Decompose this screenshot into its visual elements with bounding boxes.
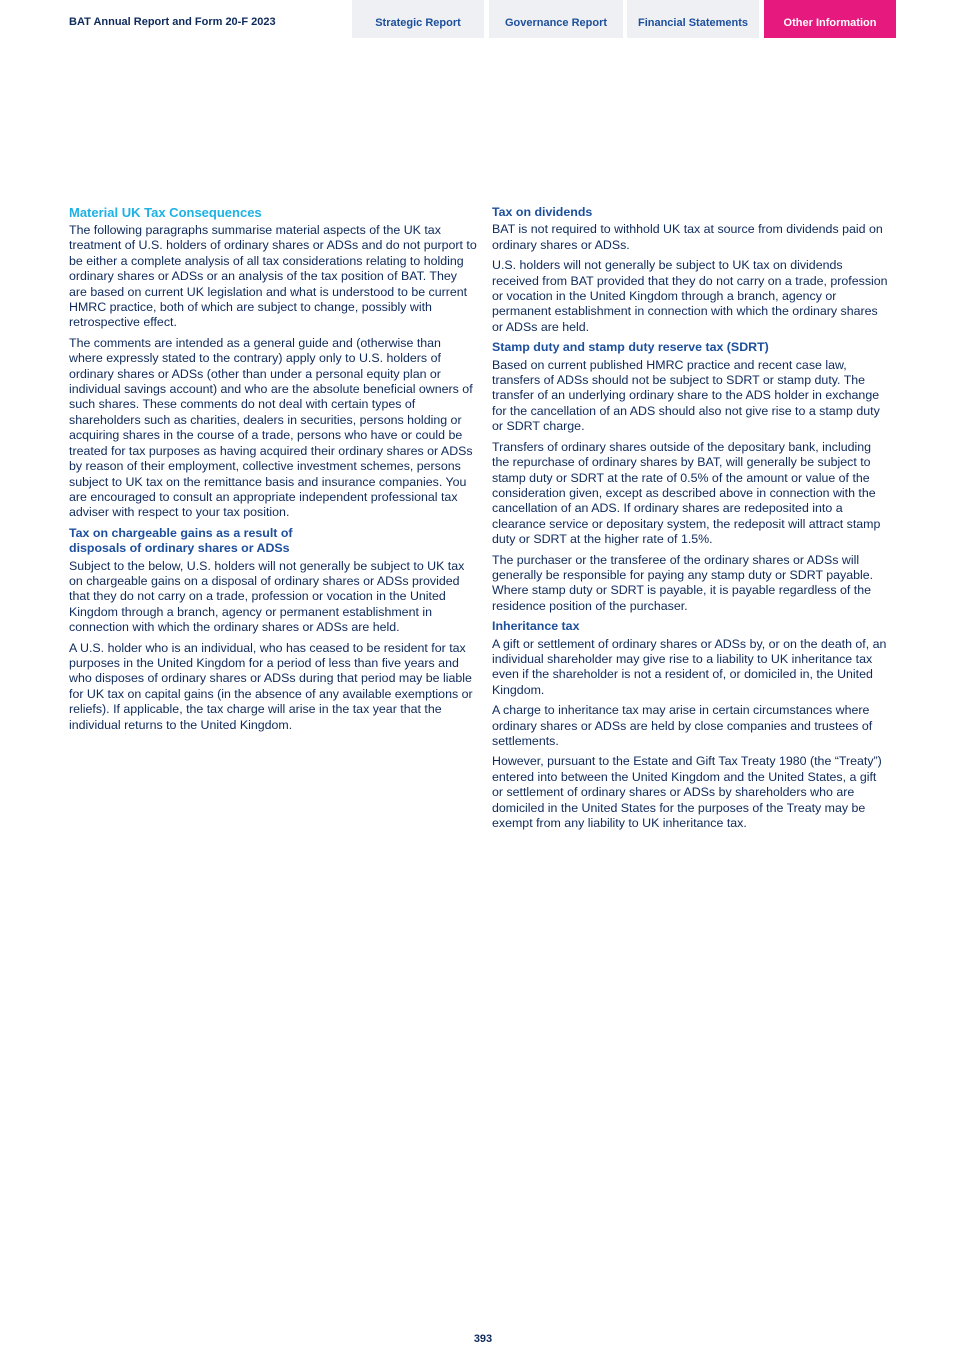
dividends-paragraph-1: BAT is not required to withhold UK tax at source from dividends paid on ordinary shares or ADSs. <box>492 222 883 252</box>
tab-governance-report[interactable]: Governance Report <box>489 0 623 38</box>
scope-paragraph: The comments are intended as a general guide and (otherwise than where expressly stated to the contrary) apply only to U.S. holders of ordinary shares or ADSs (other than under a personal equity plan or individual savings account) and who are the absolute beneficial owners of such shares. These comments do not deal with certain types of shareholders such as charities, dealers in securities, persons holding or acquiring shares in the course of a trade, persons who have or could be treated for tax purposes as having acquired their ordinary shares or ADSs by reason of their employment, collective investment schemes, persons subject to UK tax on the remittance basis and insurance companies. You are encouraged to consult an appropriate independent professional tax adviser with respect to your tax position. <box>69 335 473 520</box>
section-title: Material UK Tax Consequences <box>69 205 262 220</box>
inheritance-paragraph-2: A charge to inheritance tax may arise in certain circumstances where ordinary shares or ADSs are held by close companies and trustees of settlements. <box>492 703 873 748</box>
dividends-heading: Tax on dividends <box>492 205 593 219</box>
intro-paragraph: The following paragraphs summarise material aspects of the UK tax treatment of U.S. holders of ordinary shares or ADSs and do not purport to be either a complete analysis of all tax considerations relating to holding ordinary shares or ADSs or an analysis of the tax position of BAT. They are based on current UK legislation and what is understood to be current HMRC practice, both of which are subject to change, possibly with retrospective effect. <box>69 223 477 330</box>
dividends-paragraph-2: U.S. holders will not generally be subject to UK tax on dividends received from BAT provided that they do not carry on a trade, profession or vocation in the United Kingdom through a branch, agency or permanent establishment in connection with which the ordinary shares or ADSs are held. <box>492 258 888 334</box>
tab-other-information[interactable]: Other Information <box>764 0 896 38</box>
inheritance-tax-heading: Inheritance tax <box>492 619 580 634</box>
stamp-duty-heading: Stamp duty and stamp duty reserve tax (SDRT) <box>492 340 769 355</box>
tab-strategic-report[interactable]: Strategic Report <box>352 0 484 38</box>
stamp-duty-paragraph-3: The purchaser or the transferee of the ordinary shares or ADSs will generally be responsible for paying any stamp duty or SDRT payable. Where stamp duty or SDRT is payable, it is payable regardless of the residence position of the purchaser. <box>492 552 874 613</box>
report-title: BAT Annual Report and Form 20-F 2023 <box>69 16 276 28</box>
left-column <box>69 205 477 738</box>
chargeable-gains-paragraph: Subject to the below, U.S. holders will not generally be subject to UK tax on chargeable gains on a disposal of ordinary shares or ADSs provided that they do not carry on a trade, profession or vocation in the United Kingdom through a branch, agency or permanent establishment in connection with which the ordinary shares or ADSs are held. <box>69 558 465 635</box>
chargeable-gains-heading-line2: disposals of ordinary shares or ADSs <box>69 541 290 556</box>
page-number: 393 <box>473 1333 493 1345</box>
chargeable-gains-heading-line1: Tax on chargeable gains as a result of <box>69 525 293 540</box>
tab-financial-statements[interactable]: Financial Statements <box>627 0 759 38</box>
inheritance-paragraph-1: A gift or settlement of ordinary shares or ADSs by, or on the death of, an individual shareholder may give rise to a liability to UK inheritance tax even if the shareholder is not a resident of, or domiciled in, the United Kingdom. <box>492 636 887 697</box>
stamp-duty-paragraph-2: Transfers of ordinary shares outside of the depositary bank, including the repurchase of ordinary shares by BAT, will generally be subject to stamp duty or SDRT at the rate of 0.5% of the amount or value of the consideration given, except as described above in connection with the cancellation of an ADS. If ordinary shares are redeposited into a clearance service or depositary system, the redeposit will attract stamp duty or SDRT at the higher rate of 1.5%. <box>492 439 881 547</box>
stamp-duty-paragraph-1: Based on current published HMRC practice and recent case law, transfers of ADSs should not be subject to SDRT or stamp duty. The transfer of an underlying ordinary share to the ADS holder in exchange for the cancellation of an ADS should also not give rise to a stamp duty or SDRT charge. <box>492 357 880 434</box>
chargeable-gains-heading <box>69 526 477 557</box>
non-resident-paragraph: A U.S. holder who is an individual, who has ceased to be resident for tax purposes in the United Kingdom for a period of less than five years and who disposes of ordinary shares or ADSs during that period may be liable for UK tax on capital gains (in the absence of any available exemptions or reliefs). If applicable, the tax charge will arise in the tax year that the individual returns to the United Kingdom. <box>69 640 473 732</box>
inheritance-paragraph-3: However, pursuant to the Estate and Gift Tax Treaty 1980 (the “Treaty”) entered into between the United Kingdom and the United States, a gift or settlement of ordinary shares or ADSs by shareholders who are domiciled in the United States for the purposes of the Treaty may be exempt from any liability to UK inheritance tax. <box>492 754 882 831</box>
right-column <box>492 205 888 836</box>
